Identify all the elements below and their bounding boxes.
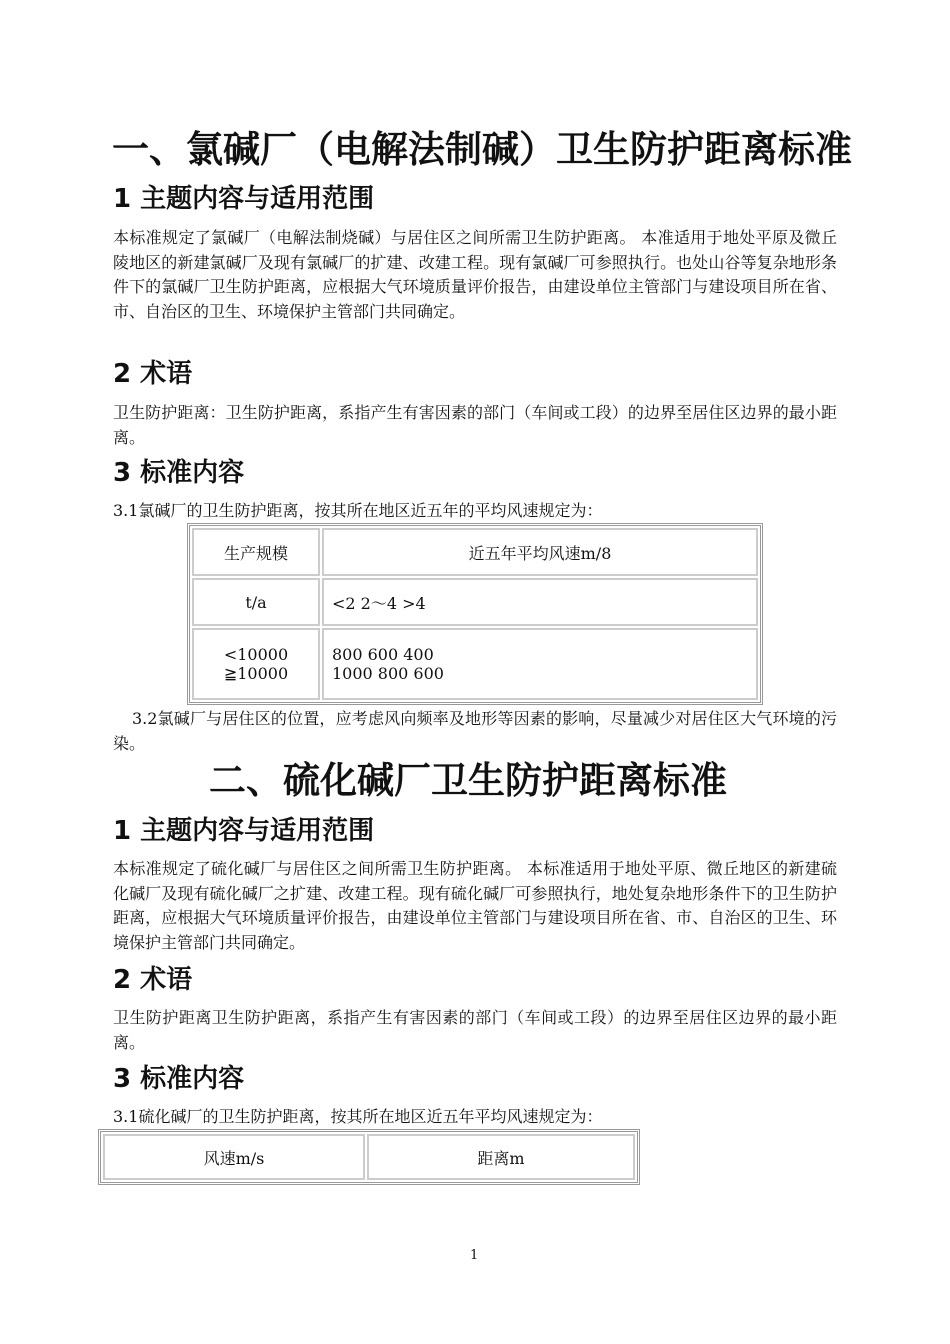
- table-cell-scale-small: <10000: [223, 645, 289, 664]
- section1-standard-intro: 3.1氯碱厂的卫生防护距离，按其所在地区近五年的平均风速规定为：: [113, 501, 603, 520]
- section1-heading-scope: 1 主题内容与适用范围: [113, 184, 375, 214]
- section2-heading-terms: 2 术语: [113, 965, 193, 995]
- table-header-windspeed: 风速m/s: [103, 1134, 365, 1180]
- table-cell-distance-small: 800 600 400: [332, 645, 434, 664]
- section2-standard-intro: 3.1硫化碱厂的卫生防护距离，按其所在地区近五年平均风速规定为：: [113, 1107, 603, 1126]
- section1-terms-text: 卫生防护距离：卫生防护距离，系指产生有害因素的部门（车间或工段）的边界至居住区边界的最小距离。: [113, 403, 837, 447]
- section2-heading-standard: 3 标准内容: [113, 1064, 245, 1094]
- section2-scope-text: 本标准规定了硫化碱厂与居住区之间所需卫生防护距离。 本标准适用于地处平原、微丘地区的新建硫化碱厂及现有硫化碱厂之扩建、改建工程。现有硫化碱厂可参照执行，地处复杂地形条件下的卫生防护距离，应根据大气环境质量评价报告，由建设单位主管部门与建设项目所在省、市、自治区的卫生、环境保护主管部门共同确定。: [113, 859, 837, 952]
- section2-title: 二、硫化碱厂卫生防护距离标准: [209, 759, 727, 802]
- table-header-distance: 距离m: [367, 1134, 635, 1180]
- section2-distance-table: [98, 1129, 640, 1185]
- section2-terms-text: 卫生防护距离卫生防护距离，系指产生有害因素的部门（车间或工段）的边界至居住区边界的最小距离。: [113, 1008, 837, 1052]
- section1-standard-note: 3.2氯碱厂与居住区的位置，应考虑风向频率及地形等因素的影响，尽量减少对居住区大气环境的污染。: [113, 709, 837, 753]
- page-number: 1: [470, 1248, 479, 1263]
- section1-scope-text: 本标准规定了氯碱厂（电解法制烧碱）与居住区之间所需卫生防护距离。 本准适用于地处平原及微丘陵地区的新建氯碱厂及现有氯碱厂的扩建、改建工程。现有氯碱厂可参照执行。也处山谷等复杂地形条件下的氯碱厂卫生防护距离，应根据大气环境质量评价报告，由建设单位主管部门与建设项目所在省、市、自治区的卫生、环境保护主管部门共同确定。: [113, 228, 837, 321]
- table-cell-distance-values: [322, 628, 758, 700]
- section1-heading-terms: 2 术语: [113, 359, 193, 389]
- table-header-windspeed: 近五年平均风速m/8: [322, 528, 758, 576]
- table-cell-scale-values: [192, 628, 320, 700]
- table-cell-unit: t/a: [192, 578, 320, 626]
- section1-distance-table: [187, 523, 763, 705]
- table-cell-scale-large: ≧10000: [223, 664, 289, 683]
- table-header-scale: 生产规模: [192, 528, 320, 576]
- section2-heading-scope: 1 主题内容与适用范围: [113, 816, 375, 846]
- table-cell-windspeed-ranges: <2 2～4 >4: [322, 578, 758, 626]
- section1-title: 一、氯碱厂（电解法制碱）卫生防护距离标准: [112, 128, 852, 171]
- table-cell-distance-large: 1000 800 600: [332, 664, 444, 683]
- section1-heading-standard: 3 标准内容: [113, 458, 245, 488]
